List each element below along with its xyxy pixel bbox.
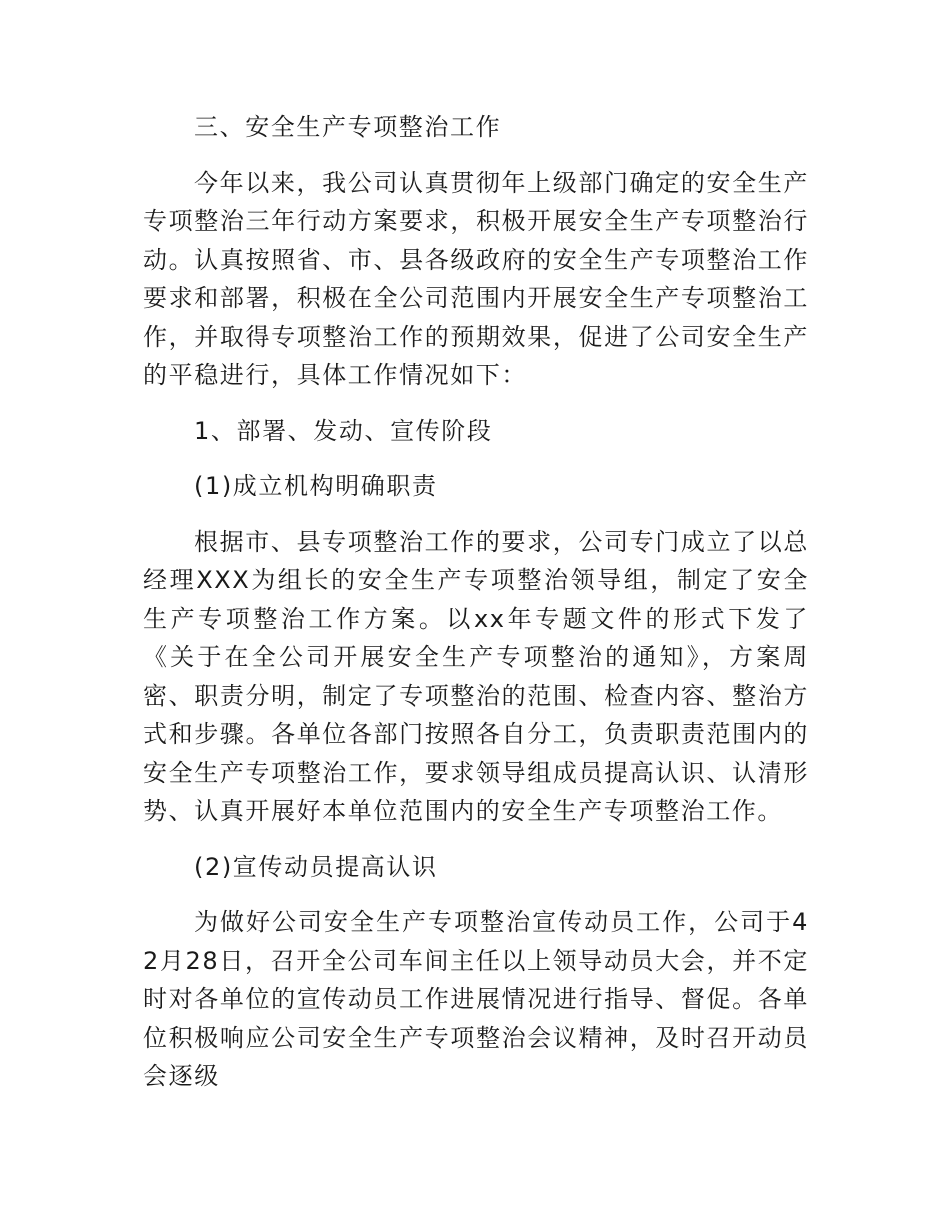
intro-paragraph: 今年以来，我公司认真贯彻年上级部门确定的安全生产专项整治三年行动方案要求，积极开展安全生产专项整治行动。认真按照省、市、县各级政府的安全生产专项整治工作要求和部署，积极在全公司范围内开展安全生产专项整治工作，并取得专项整治工作的预期效果，促进了公司安全生产的平稳进行，具体工作情况如下： (143, 168, 809, 389)
item1-title: (1)成立机构明确职责 (194, 472, 438, 500)
phase-title: 1、部署、发动、宣传阶段 (194, 416, 493, 445)
item2-paragraph: 为做好公司安全生产专项整治宣传动员工作，公司于42月28日，召开全公司车间主任以上领导动员大会，并不定时对各单位的宣传动员工作进展情况进行指导、督促。各单位积极响应公司安全生产专项整治会议精神，及时召开动员会逐级 (143, 908, 809, 1090)
item2-title: (2)宣传动员提高认识 (194, 852, 438, 881)
section-title: 三、安全生产专项整治工作 (194, 113, 502, 141)
document-body (143, 108, 809, 1096)
item1-paragraph: 根据市、县专项整治工作的要求，公司专门成立了以总经理XXX为组长的安全生产专项整治领导组，制定了安全生产专项整治工作方案。以xx年专题文件的形式下发了《关于在全公司开展安全生产专项整治的通知》，方案周密、职责分明，制定了专项整治的范围、检查内容、整治方式和步骤。各单位各部门按照各自分工，负责职责范围内的安全生产专项整治工作，要求领导组成员提高认识、认清形势、认真开展好本单位范围内的安全生产专项整治工作。 (143, 527, 809, 825)
